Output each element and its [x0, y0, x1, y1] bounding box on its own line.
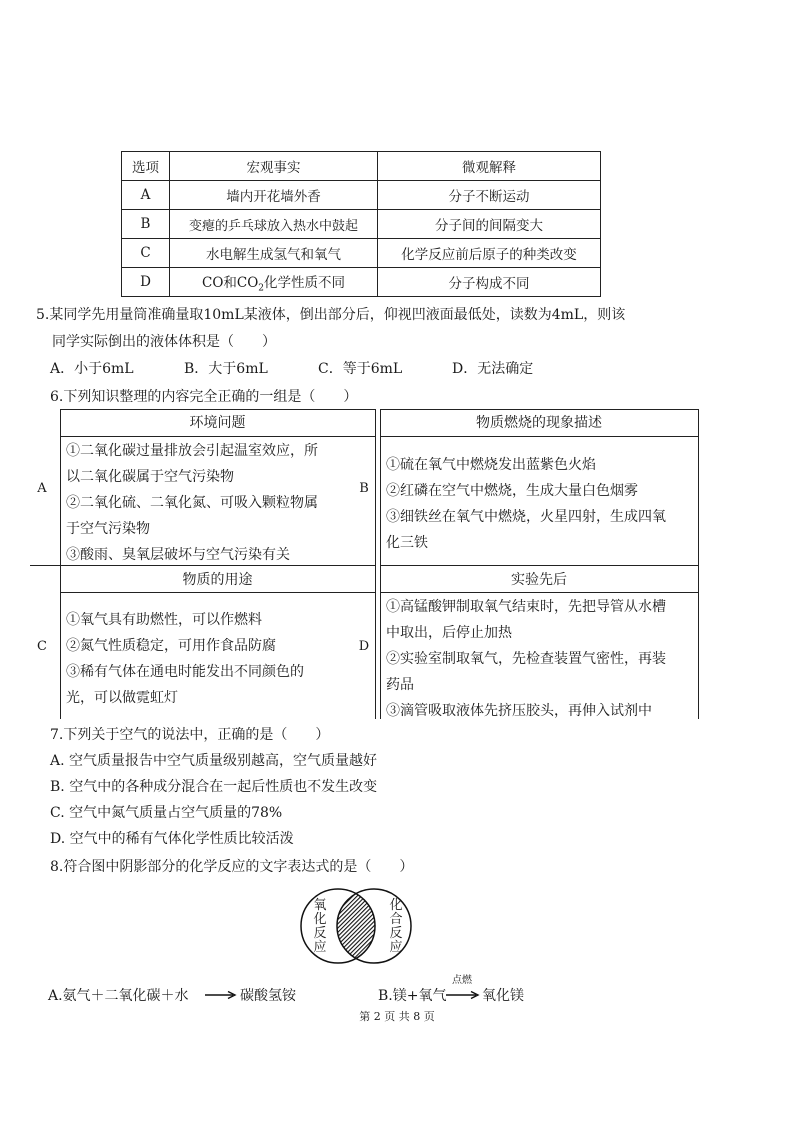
- block-d-label: D: [358, 639, 370, 654]
- block-d-line: ③滴管吸取液体先挤压胶头，再伸入试剂中: [386, 703, 652, 719]
- row-option: D: [122, 268, 170, 297]
- q5-stem-line2: 同学实际倒出的液体体积是（ ）: [52, 334, 276, 350]
- block-c-content: [66, 607, 304, 711]
- venn-right-char: 反: [389, 926, 403, 941]
- q6-knowledge-grid: [30, 409, 698, 719]
- q8-option-b-condition: 点燃: [452, 975, 472, 986]
- block-b-content: [386, 452, 666, 556]
- table-row: [122, 210, 601, 239]
- venn-left-char: 反: [313, 926, 327, 941]
- row-fact: 水电解生成氢气和氧气: [170, 239, 378, 268]
- page-number: 第 2 页 共 8 页: [359, 1010, 435, 1023]
- grid-line: [375, 409, 376, 719]
- block-d-line: ①高锰酸钾制取氧气结束时，先把导管从水槽: [386, 599, 666, 615]
- block-d-title: 实验先后: [511, 572, 567, 588]
- grid-line: [380, 409, 381, 719]
- grid-line: [698, 409, 699, 719]
- table-header-row: [122, 152, 601, 181]
- venn-left-label: [312, 899, 328, 955]
- q7-option-c: C. 空气中氮气质量占空气质量的78%: [50, 805, 283, 821]
- q8-option-a-reactants: A.氨气＋二氧化碳＋水: [48, 988, 189, 1004]
- venn-right-char: 合: [389, 912, 403, 927]
- q8-option-b-reactants: B.镁+氧气: [378, 988, 447, 1004]
- block-d-content: [386, 594, 666, 724]
- block-c-line: ③稀有气体在通电时能发出不同颜色的: [66, 664, 304, 680]
- grid-line: [60, 409, 61, 719]
- venn-right-char: 化: [389, 898, 403, 913]
- q5-stem-line1: 5.某同学先用量筒准确量取10mL某液体，倒出部分后，仰视凹液面最低处，读数为4mL，则该: [36, 307, 626, 323]
- q7-stem: 7.下列关于空气的说法中，正确的是（ ）: [50, 727, 330, 743]
- col-header-explain: 微观解释: [378, 152, 601, 181]
- table-row: [122, 268, 601, 297]
- fact-prefix: CO和CO: [201, 274, 259, 291]
- venn-diagram: [290, 886, 430, 966]
- q8-stem: 8.符合图中阴影部分的化学反应的文字表达式的是（ ）: [50, 859, 414, 875]
- block-d-line: ②实验室制取氧气，先检查装置气密性，再装: [386, 651, 666, 667]
- fact-subscript: 2: [258, 283, 265, 294]
- row-fact: [170, 268, 378, 297]
- row-explain: 分子构成不同: [378, 268, 601, 297]
- q5-option-a: A．小于6mL: [50, 361, 134, 377]
- venn-left-char: 化: [313, 912, 327, 927]
- table-row: [122, 239, 601, 268]
- col-header-option: 选项: [122, 152, 170, 181]
- table-row: [122, 181, 601, 210]
- q8-option-b-product: 氧化镁: [482, 988, 524, 1004]
- q7-option-d: D. 空气中的稀有气体化学性质比较活泼: [50, 831, 294, 847]
- block-b-line: 化三铁: [386, 535, 428, 551]
- block-a-line: ③酸雨、臭氧层破坏与空气污染有关: [66, 547, 290, 563]
- q5-option-b: B．大于6mL: [184, 361, 268, 377]
- block-d-line: 药品: [386, 677, 414, 693]
- row-option: C: [122, 239, 170, 268]
- grid-line: [60, 436, 375, 437]
- block-c-title: 物质的用途: [182, 572, 253, 588]
- venn-right-char: 应: [389, 940, 403, 955]
- row-option: A: [122, 181, 170, 210]
- fact-suffix: 化学性质不同: [264, 274, 346, 291]
- block-b-title: 物质燃烧的现象描述: [476, 415, 602, 431]
- block-b-label: B: [359, 481, 369, 496]
- grid-line: [380, 565, 698, 566]
- row-explain: 分子间的间隔变大: [378, 210, 601, 239]
- venn-left-char: 应: [313, 940, 327, 955]
- row-fact: 变瘪的乒乓球放入热水中鼓起: [170, 210, 378, 239]
- block-b-line: ①硫在氧气中燃烧发出蓝紫色火焰: [386, 457, 596, 473]
- block-a-label: A: [37, 481, 47, 496]
- q5-option-d: D．无法确定: [452, 361, 534, 377]
- block-a-line: ②二氧化硫、二氧化氮、可吸入颗粒物属: [66, 495, 318, 511]
- venn-right-label: [388, 899, 404, 955]
- block-a-title: 环境问题: [189, 415, 246, 431]
- row-explain: 化学反应前后原子的种类改变: [378, 239, 601, 268]
- block-c-line: 光，可以做霓虹灯: [66, 690, 178, 706]
- block-c-line: ②氮气性质稳定，可用作食品防腐: [66, 638, 276, 654]
- block-b-line: ③细铁丝在氧气中燃烧，火星四射，生成四氧: [386, 509, 666, 525]
- q6-stem: 6.下列知识整理的内容完全正确的一组是（ ）: [50, 389, 358, 405]
- block-a-line: 以二氧化碳属于空气污染物: [66, 469, 234, 485]
- row-fact: 墙内开花墙外香: [170, 181, 378, 210]
- arrow-icon: [205, 990, 237, 1000]
- q7-option-b: B. 空气中的各种成分混合在一起后性质也不发生改变: [50, 779, 378, 795]
- venn-left-char: 氧: [313, 898, 327, 913]
- block-b-line: ②红磷在空气中燃烧，生成大量白色烟雾: [386, 483, 638, 499]
- row-option: B: [122, 210, 170, 239]
- arrow-icon: [446, 990, 480, 1000]
- block-a-line: ①二氧化碳过量排放会引起温室效应，所: [66, 443, 318, 459]
- q8-option-a-product: 碳酸氢铵: [240, 988, 296, 1004]
- row-explain: 分子不断运动: [378, 181, 601, 210]
- block-c-line: ①氧气具有助燃性，可以作燃料: [66, 612, 262, 628]
- col-header-fact: 宏观事实: [170, 152, 378, 181]
- block-c-label: C: [37, 639, 47, 654]
- block-a-line: 于空气污染物: [66, 521, 150, 537]
- q5-option-c: C．等于6mL: [318, 361, 403, 377]
- q7-option-a: A. 空气质量报告中空气质量级别越高，空气质量越好: [50, 753, 378, 769]
- block-d-line: 中取出，后停止加热: [386, 625, 512, 641]
- block-a-content: [66, 438, 318, 568]
- facts-table: [121, 151, 601, 297]
- grid-line: [380, 436, 698, 437]
